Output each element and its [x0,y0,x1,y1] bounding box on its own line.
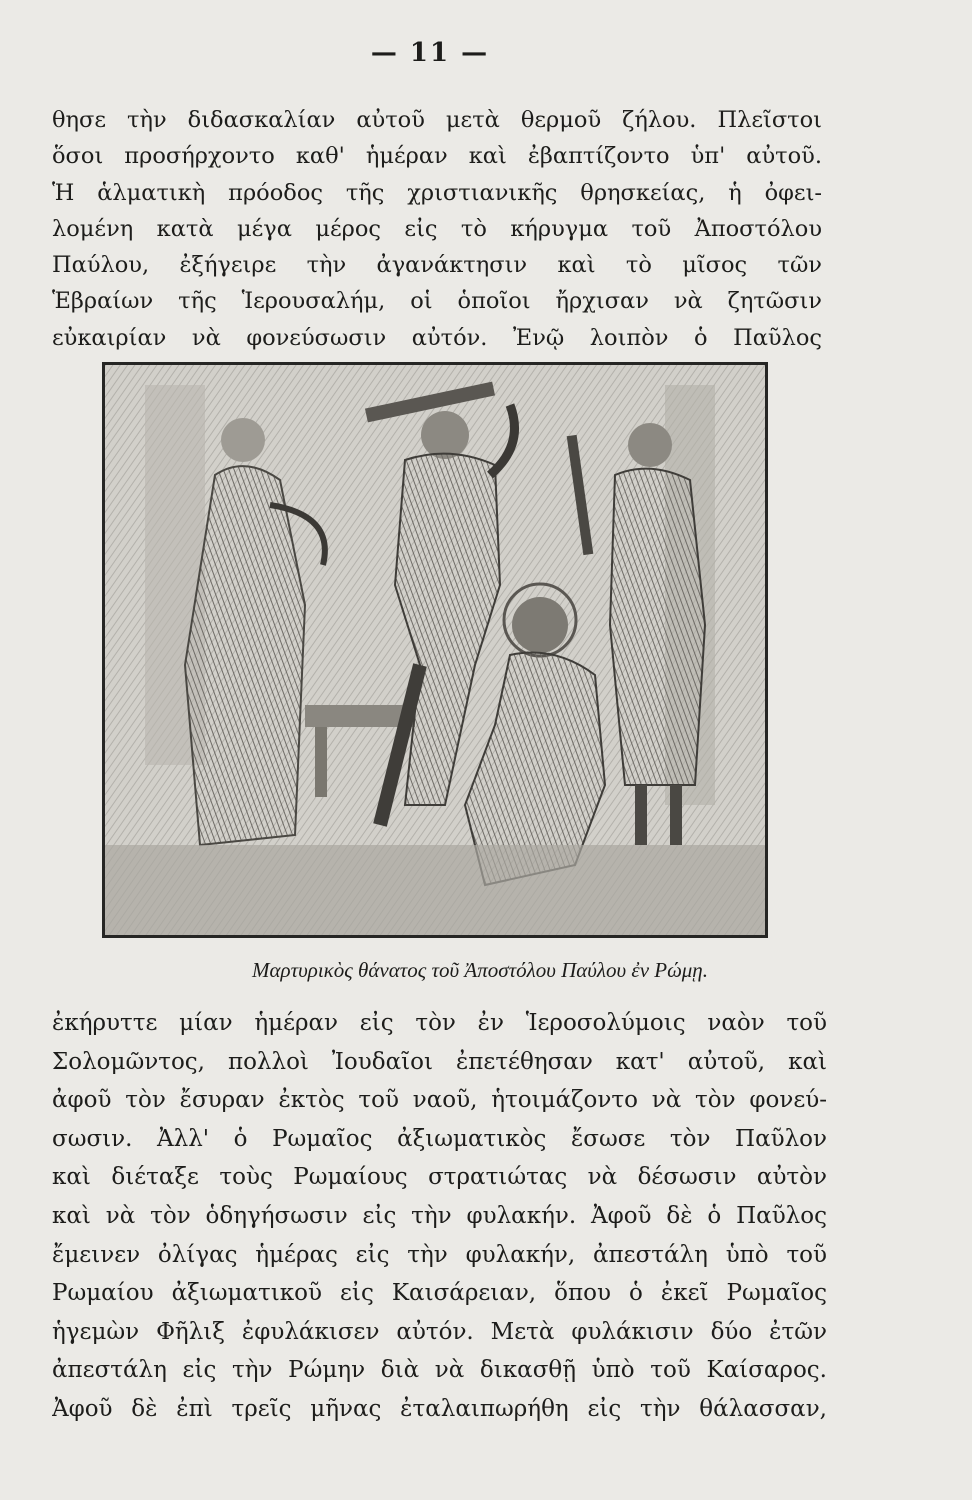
top-paragraph [52,102,822,356]
engraving-illustration [102,362,768,938]
text-line: καὶ διέταξε τοὺς Ρωμαίους στρατιώτας νὰ δέσωσιν αὐτὸν [52,1164,827,1191]
text-line: Ἑβραίων τῆς Ἱερουσαλήμ, οἱ ὁποῖοι ἤρχισαν νὰ ζητῶσιν [52,288,822,315]
text-line: καὶ νὰ τὸν ὁδηγήσωσιν εἰς τὴν φυλακήν. Ἀφοῦ δὲ ὁ Παῦλος [52,1202,827,1229]
text-line: σωσιν. Ἀλλ' ὁ Ρωμαῖος ἀξιωματικὸς ἔσωσε τὸν Παῦλον [52,1125,827,1152]
text-line: Ρωμαίου ἀξιωματικοῦ εἰς Καισάρειαν, ὅπου ὁ ἐκεῖ Ρωμαῖος [52,1280,827,1307]
text-line: θησε τὴν διδασκαλίαν αὐτοῦ μετὰ θερμοῦ ζήλου. Πλεῖστοι [52,107,822,133]
page-number: — 11 — [370,38,490,68]
text-line: ἀπεστάλη εἰς τὴν Ρώμην διὰ νὰ δικασθῇ ὑπὸ τοῦ Καίσαρος. [52,1357,827,1384]
bottom-paragraph [52,1004,827,1429]
text-line: ἔμεινεν ὀλίγας ἡμέρας εἰς τὴν φυλακήν, ἀπεστάλη ὑπὸ τοῦ [52,1241,827,1268]
text-line: Σολομῶντος, πολλοὶ Ἰουδαῖοι ἐπετέθησαν κατ' αὐτοῦ, καὶ [52,1048,827,1075]
engraving-artwork [105,365,765,935]
text-line: ὅσοι προσήρχοντο καθ' ἡμέραν καὶ ἐβαπτίζοντο ὑπ' αὐτοῦ. [52,143,822,170]
text-line: ἡγεμὼν Φῆλιξ ἐφυλάκισεν αὐτόν. Μετὰ φυλάκισιν δύο ἐτῶν [52,1318,827,1345]
text-line: Παύλου, ἐξήγειρε τὴν ἀγανάκτησιν καὶ τὸ μῖσος τῶν [52,252,822,279]
text-line: λομένη κατὰ μέγα μέρος εἰς τὸ κήρυγμα τοῦ Ἀποστόλου [52,215,822,242]
text-line: Ἡ ἁλματικὴ πρόοδος τῆς χριστιανικῆς θρησκείας, ἡ ὀφει- [52,179,822,206]
illustration-caption: Μαρτυρικὸς θάνατος τοῦ Ἀποστόλου Παύλου ἐν Ρώμῃ. [252,958,708,982]
text-line: εὐκαιρίαν νὰ φονεύσωσιν αὐτόν. Ἐνῷ λοιπὸν ὁ Παῦλος [52,324,822,351]
text-line: ἐκήρυττε μίαν ἡμέραν εἰς τὸν ἐν Ἱεροσολύμοις ναὸν τοῦ [52,1010,827,1036]
text-line: ἀφοῦ τὸν ἔσυραν ἐκτὸς τοῦ ναοῦ, ἡτοιμάζοντο νὰ τὸν φονεύ- [52,1087,827,1114]
text-line: Ἀφοῦ δὲ ἐπὶ τρεῖς μῆνας ἐταλαιπωρήθη εἰς τὴν θάλασσαν, [52,1395,827,1422]
